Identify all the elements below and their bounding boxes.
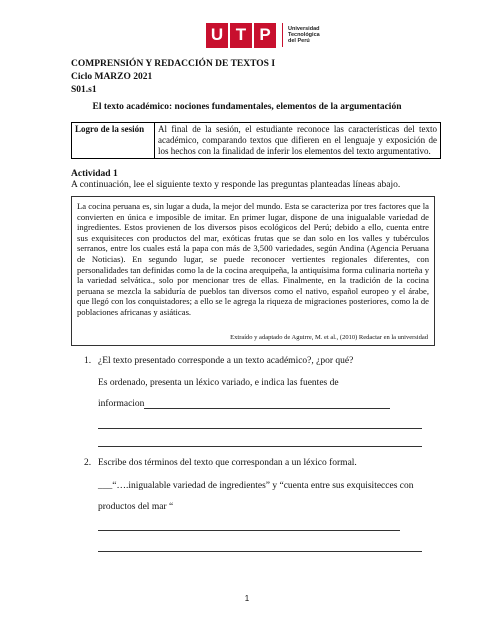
answer-1-line-2[interactable]: informacion [98, 399, 145, 409]
logo-line-3: del Perú [288, 38, 310, 44]
logro-table [71, 122, 441, 159]
logro-row [72, 123, 441, 159]
question-2-text: Escribe dos términos del texto que correspondan a un léxico formal. [98, 458, 357, 468]
logro-label: Logro de la sesión [72, 123, 155, 159]
course-title: COMPRENSIÓN Y REDACCIÓN DE TEXTOS I [71, 59, 276, 69]
answer-2-line-1[interactable]: ___“….inigualable variedad de ingredientes” y “cuenta entre sus exquisitecces con [98, 481, 414, 491]
logo-line-1: Universidad [288, 26, 320, 32]
answer-1-blank-3 [98, 446, 422, 447]
document-header [71, 58, 275, 97]
cycle-label: Ciclo MARZO 2021 [71, 72, 153, 82]
utp-logo [206, 22, 320, 48]
session-code: S01.s1 [71, 85, 97, 95]
logo-university-name [288, 26, 320, 44]
answer-2-line-2[interactable]: productos del mar “ [98, 502, 174, 512]
passage-box [71, 196, 435, 346]
session-subtitle: El texto académico: nociones fundamentales, elementos de la argumentación [92, 102, 402, 112]
answer-1-blank-1 [144, 408, 390, 409]
logo-letter-p: P [254, 23, 276, 48]
passage-text: La cocina peruana es, sin lugar a duda, la mejor del mundo. Esta se caracteriza por tres factores que la convierten en única e imposible de imitar. En primer lugar, dispone de una inigualable variedad de ingredientes. Estos provienen de los diversos pisos ecológicos del Perú; debido a ello, cuenta entre sus exquisiteces con productos del mar, exóticas frutas que se dan solo en los valles y tubérculos serranos, entre los cuales está la papa con más de 3,500 variedades, según Andina (Agencia Peruana de Noticias). En segundo lugar, se puede reconocer vertientes regionales diferentes, con personalidades tan definidas como la de la cocina arequipeña, la antiquísima forma culinaria norteña y la variedad selvática., solo por mencionar tres de ellas. Finalmente, en la tradición de la cocina peruana se mezcla la sabiduría de pueblos tan diversos como el nativo, español europeo y el árabe, que llegó con los conquistadores; a ello se le agrega la riqueza de migraciones posteriores, como la de poblaciones africanas y asiáticas. [77, 201, 429, 317]
question-2-number: 2. [84, 458, 92, 468]
logo-separator [282, 23, 283, 47]
answer-2-blank-2 [98, 551, 422, 552]
answer-1-blank-2 [98, 428, 422, 429]
answer-1-line-1[interactable]: Es ordenado, presenta un léxico variado, e indica las fuentes de [98, 378, 339, 388]
activity-title: Actividad 1 [71, 169, 118, 179]
logro-text: Al final de la sesión, el estudiante reconoce las características del texto académico, comparando textos que difieren en el lenguaje y exposición de los hechos con la finalidad de inferir los elementos del texto argumentativo. [155, 123, 441, 159]
answer-2-blank-1 [98, 530, 400, 531]
logo-line-2: Tecnológica [288, 32, 320, 38]
page-number: 1 [244, 594, 250, 603]
passage-source: Extraído y adaptado de Aguirre, M. et al., (2010) Redactar en la universidad [230, 334, 428, 341]
question-1-text: ¿El texto presentado corresponde a un texto académico?, ¿por qué? [98, 356, 354, 366]
logo-letter-t: T [230, 23, 252, 48]
question-1-number: 1. [84, 356, 92, 366]
activity-intro: A continuación, lee el siguiente texto y responde las preguntas planteadas líneas abajo. [71, 180, 401, 190]
logo-letter-u: U [206, 23, 228, 48]
